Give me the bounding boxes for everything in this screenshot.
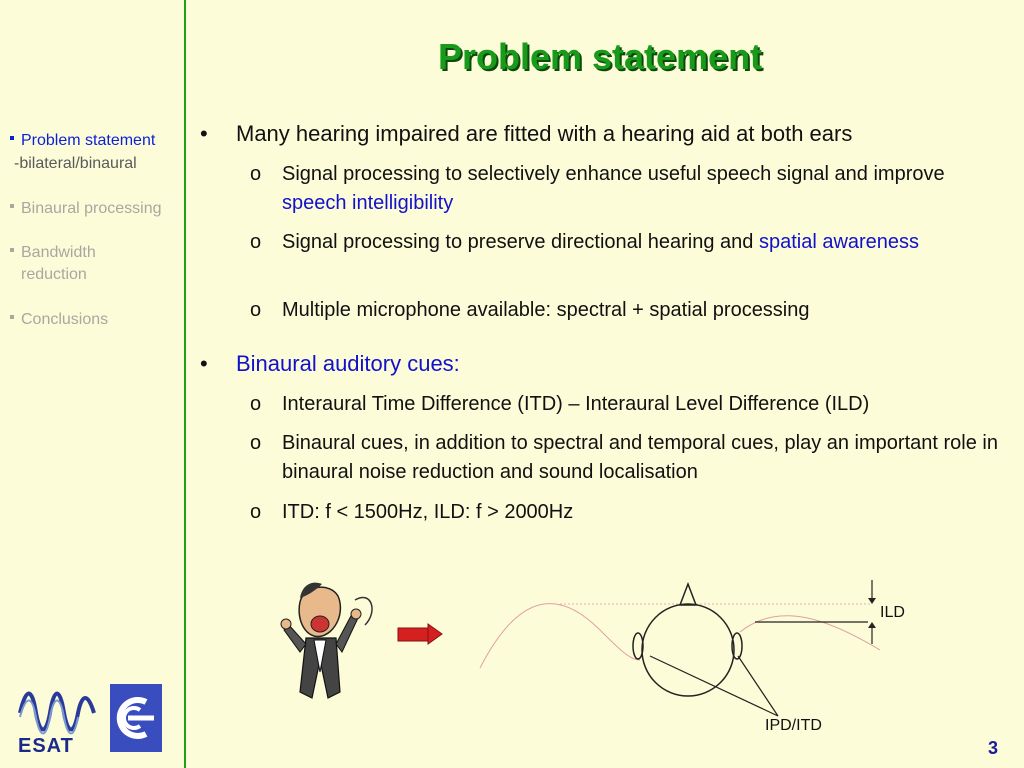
- esat-logo-text: ESAT: [18, 735, 74, 757]
- slide-content: • Many hearing impaired are fitted with a hearing aid at both ears o Signal processing to selectively enhance useful speech signal and improve speech intelligibility o Signal processing to preserve directional hearing and spatial awareness o Multiple microphone available: spectral + spatial processing • Binaural auditory cues: o Interaural Time Difference (ITD) – Interaural Level Difference (ILD) o Binaural cues, in addition to spectral and temporal cues, play an important role in binaural noise reduction and sound localisation o ITD: f < 1500Hz, ILD: f > 2000Hz: [200, 121, 998, 523]
- highlight-spatial-awareness: spatial awareness: [758, 231, 920, 253]
- ipd-itd-label: IPD/ITD: [765, 717, 822, 734]
- highlight-speech-intelligibility: speech intelligibility: [282, 192, 454, 214]
- ce-logo: [110, 684, 162, 752]
- ild-label: ILD: [880, 604, 905, 621]
- slide-title: Problem statement: [437, 36, 763, 77]
- page-number: 3: [988, 738, 999, 758]
